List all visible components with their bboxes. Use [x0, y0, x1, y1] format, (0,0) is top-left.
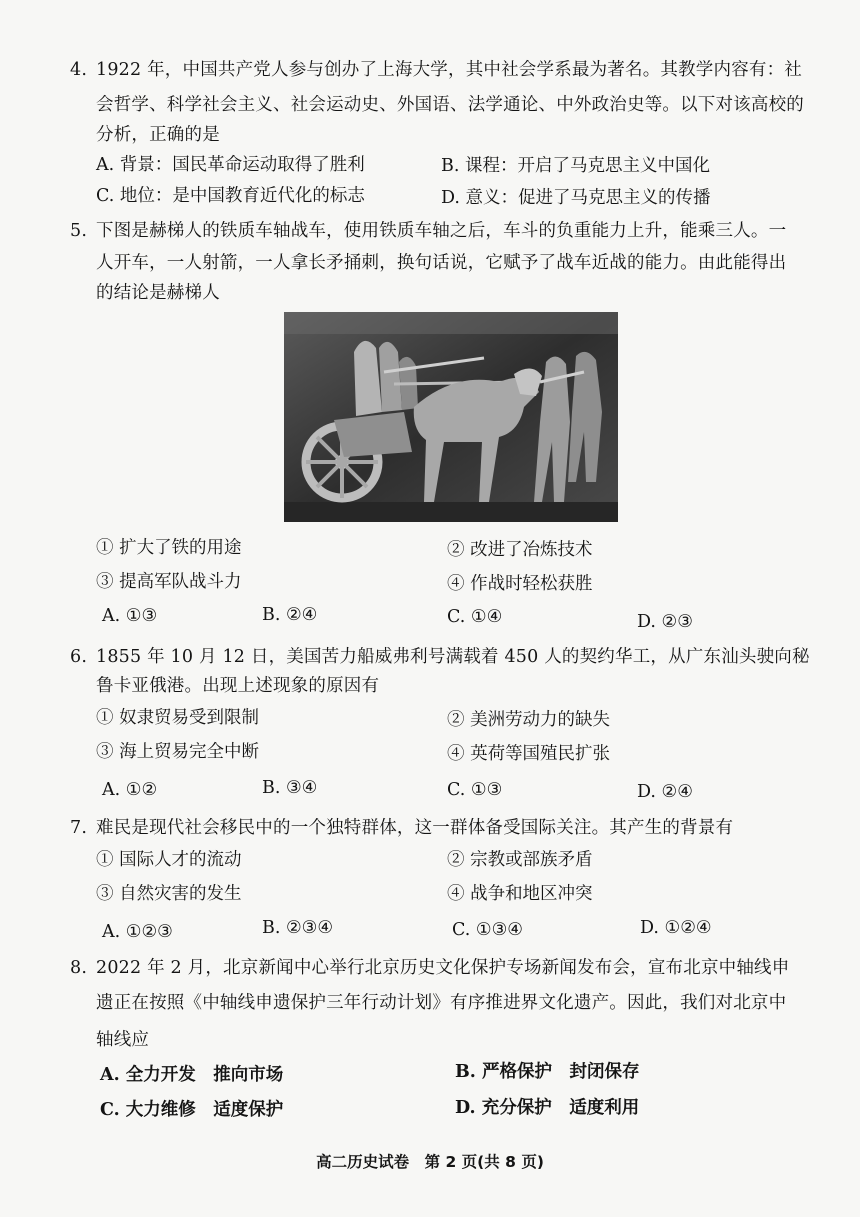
option-c[interactable]: C. ①③	[447, 780, 503, 800]
statement-1: ① 扩大了铁的用途	[96, 538, 242, 558]
statement-4: ④ 英荷等国殖民扩张	[447, 744, 611, 764]
option-d[interactable]: D. ②④	[637, 782, 693, 802]
statement-2: ② 改进了冶炼技术	[447, 540, 593, 560]
question-number: 5.	[70, 221, 88, 241]
statement-1: ① 国际人才的流动	[96, 850, 242, 870]
page-footer: 高二历史试卷 第 2 页(共 8 页)	[316, 1153, 544, 1171]
statement-3: ③ 自然灾害的发生	[96, 884, 242, 904]
question-stem-line: 人开车，一人射箭，一人拿长矛捅刺，换句话说，它赋予了战车近战的能力。由此能得出	[96, 253, 787, 273]
question-stem-line: 遗正在按照《中轴线申遗保护三年行动计划》有序推进界文化遗产。因此，我们对北京中	[96, 993, 787, 1013]
question-stem-line: 的结论是赫梯人	[96, 283, 220, 303]
question-stem-line: 6. 1855 年 10 月 12 日，美国苦力船威弗利号满载着 450 人的契约华工，从广东汕头驶向秘	[70, 647, 810, 667]
statement-2: ② 宗教或部族矛盾	[447, 850, 593, 870]
option-d[interactable]: D. ②③	[637, 612, 693, 632]
option-a[interactable]: A. 全力开发 推向市场	[100, 1065, 284, 1085]
option-d[interactable]: D. 充分保护 适度利用	[455, 1098, 640, 1118]
option-c[interactable]: C. ①③④	[452, 920, 523, 940]
option-c[interactable]: C. ①④	[447, 607, 503, 627]
question-stem-line: 4. 1922 年，中国共产党人参与创办了上海大学，其中社会学系最为著名。其教学内容有：社	[70, 60, 802, 80]
question-number: 8.	[70, 958, 88, 978]
option-a[interactable]: A. ①②	[102, 780, 158, 800]
option-b[interactable]: B. ②③④	[262, 918, 334, 938]
option-c[interactable]: C. 地位：是中国教育近代化的标志	[96, 186, 365, 206]
option-d[interactable]: D. 意义：促进了马克思主义的传播	[441, 188, 711, 208]
question-stem-line: 8. 2022 年 2 月，北京新闻中心举行北京历史文化保护专场新闻发布会，宣布北京中轴线申	[70, 958, 790, 978]
statement-1: ① 奴隶贸易受到限制	[96, 708, 260, 728]
question-stem-line: 鲁卡亚俄港。出现上述现象的原因有	[96, 676, 380, 696]
question-stem-line: 分析，正确的是	[96, 125, 220, 145]
option-d[interactable]: D. ①②④	[640, 918, 712, 938]
statement-2: ② 美洲劳动力的缺失	[447, 710, 611, 730]
question-stem-line: 会哲学、科学社会主义、社会运动史、外国语、法学通论、中外政治史等。以下对该高校的	[96, 95, 804, 115]
hittite-chariot-relief-image	[284, 312, 618, 522]
statement-3: ③ 海上贸易完全中断	[96, 742, 260, 762]
option-a[interactable]: A. ①②③	[102, 922, 173, 942]
question-number: 4.	[70, 60, 88, 80]
statement-4: ④ 作战时轻松获胜	[447, 574, 593, 594]
option-b[interactable]: B. 课程：开启了马克思主义中国化	[441, 156, 710, 176]
option-b[interactable]: B. ②④	[262, 605, 318, 625]
statement-4: ④ 战争和地区冲突	[447, 884, 593, 904]
question-number: 7.	[70, 818, 88, 838]
option-c[interactable]: C. 大力维修 适度保护	[100, 1100, 284, 1120]
option-a[interactable]: A. 背景：国民革命运动取得了胜利	[96, 155, 365, 175]
option-b[interactable]: B. 严格保护 封闭保存	[455, 1062, 640, 1082]
question-number: 6.	[70, 647, 88, 667]
question-stem-line: 轴线应	[96, 1030, 150, 1050]
statement-3: ③ 提高军队战斗力	[96, 572, 242, 592]
question-stem-line: 7. 难民是现代社会移民中的一个独特群体，这一群体备受国际关注。其产生的背景有	[70, 818, 734, 838]
option-a[interactable]: A. ①③	[102, 606, 158, 626]
option-b[interactable]: B. ③④	[262, 778, 318, 798]
question-stem-line: 5. 下图是赫梯人的铁质车轴战车，使用铁质车轴之后，车斗的负重能力上升，能乘三人。一	[70, 221, 787, 241]
